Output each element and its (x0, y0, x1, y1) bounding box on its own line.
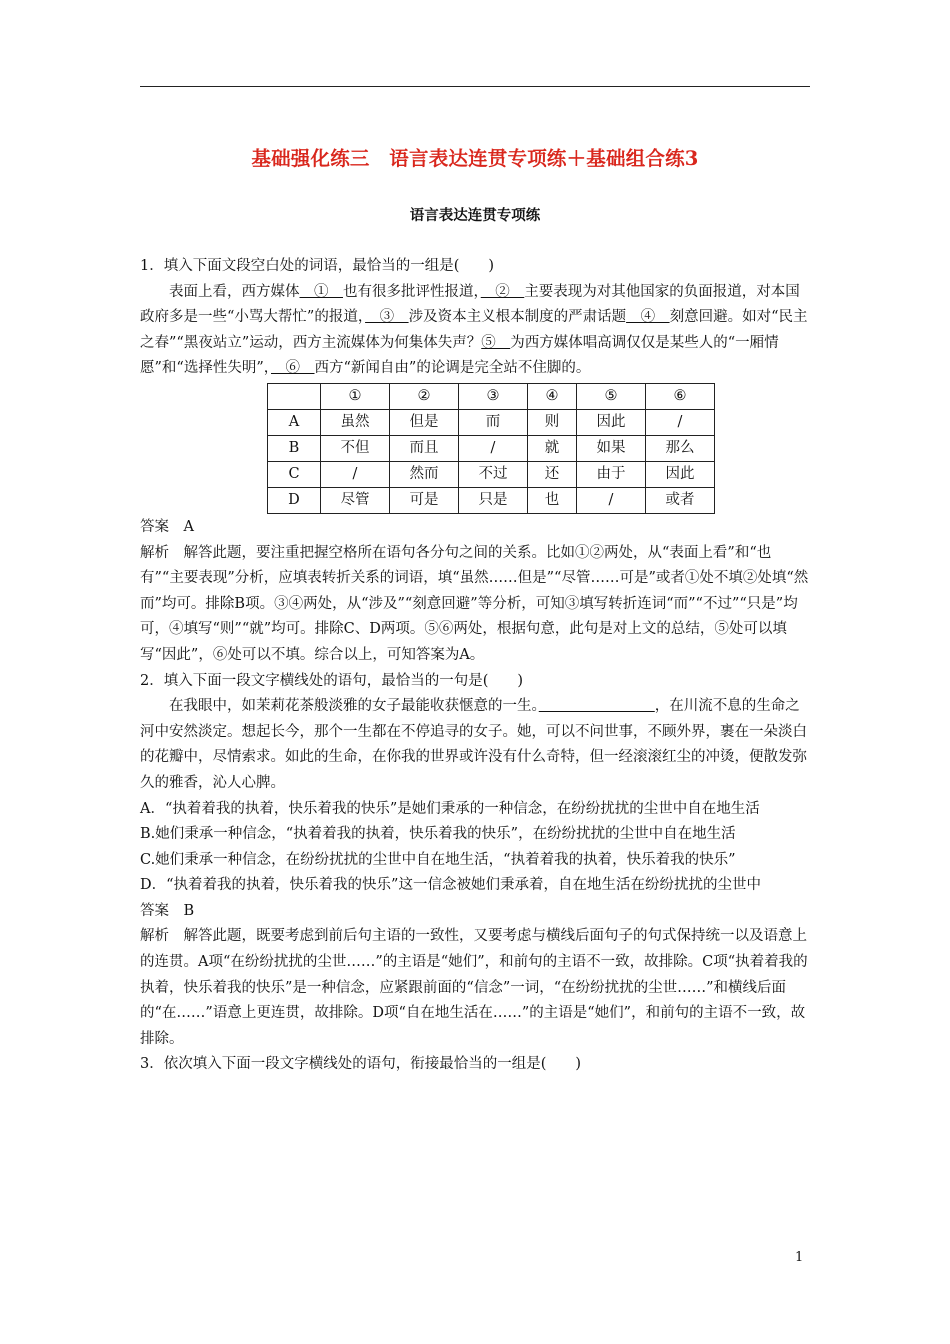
table-cell: / (459, 435, 528, 461)
q1-options-table (267, 383, 715, 514)
document-body (140, 254, 812, 1078)
q1-stem: 1．填入下面文段空白处的词语，最恰当的一组是( ) (140, 258, 495, 274)
q1-blank-5: ⑤ (481, 334, 511, 351)
table-cell: ⑤ (577, 383, 646, 409)
q2-stem: 2．填入下面一段文字横线处的语句，最恰当的一句是( ) (140, 672, 524, 689)
q1-answer: 答案 A (140, 518, 194, 535)
table-cell: A (268, 409, 321, 435)
q2-analysis: 解析 解答此题，既要考虑到前后句主语的一致性，又要考虑与横线后面句子的句式保持统一以及语意上的连贯。A项“在纷纷扰扰的尘世……”的主语是“她们”，和前句的主语不一致，故排除。C项“执着着我的执着，快乐着我的快乐”是一种信念，应紧跟前面的“信念”一词，“在纷纷扰扰的尘世……”和横线后面的“在……”语意上更连贯，故排除。D项“自在地生活在……”的主语是“她们”，和前句的主语不一致，故排除。 (140, 928, 808, 1047)
table-row (268, 461, 715, 487)
table-cell: ① (321, 383, 390, 409)
table-cell: 只是 (459, 487, 528, 513)
table-row (268, 435, 715, 461)
q2-option-b: B.她们秉承一种信念，“执着着我的执着，快乐着我的快乐”，在纷纷扰扰的尘世中自在地生活 (140, 826, 736, 843)
table-row (268, 409, 715, 435)
q1-analysis: 解析 解答此题，要注重把握空格所在语句各分句之间的关系。比如①②两处，从“表面上看”和“也有”“主要表现”分析，应填表转折关系的词语，填“虽然……但是”“尽管……可是”或者①处不填②处填“然而”均可。排除B项。③④两处，从“涉及”“刻意回避”等分析，可知③填写转折连词“而”“不过”“只是”均可，④填写“则”“就”均可。排除C、D两项。⑤⑥两处，根据句意，此句是对上文的总结，⑤处可以填写“因此”，⑥处可以不填。综合以上，可知答案为A。 (140, 544, 809, 663)
table-cell: ⑥ (646, 383, 715, 409)
q2-answer: 答案 B (140, 902, 195, 919)
q2-option-c: C.她们秉承一种信念，在纷纷扰扰的尘世中自在地生活，“执着着我的执着，快乐着我的快乐” (140, 851, 736, 868)
table-cell: 就 (528, 435, 577, 461)
q2-option-d: D．“执着着我的执着，快乐着我的快乐”这一信念被她们秉承着，自在地生活在纷纷扰扰的尘世中 (140, 877, 761, 894)
header-rule (140, 86, 810, 87)
table-cell: B (268, 435, 321, 461)
section-subtitle: 语言表达连贯专项练 (409, 207, 541, 224)
table-cell: 因此 (646, 461, 715, 487)
q2-blank (539, 698, 655, 714)
table-cell: / (646, 409, 715, 435)
table-cell: 但是 (390, 409, 459, 435)
table-cell: 还 (528, 461, 577, 487)
q1-passage: 表面上看，西方媒体 ① 也有很多批评性报道， ② 主要表现为对其他国家的负面报道，对本国政府多是一些“小骂大帮忙”的报道， ③ 涉及资本主义根本制度的严肃话题 ④ 刻意回避。如对“民主之春”“黑夜站立”运动，西方主流媒体为何集体失声？⑤ 为西方媒体唱高调仅仅是某些人的“一厢情愿”和“选择性失明”， ⑥ 西方“新闻自由”的论调是完全站不住脚的。 (140, 283, 808, 377)
table-cell: ④ (528, 383, 577, 409)
table-cell: ② (390, 383, 459, 409)
q3-stem: 3．依次填入下面一段文字横线处的语句，衔接最恰当的一组是( ) (140, 1056, 582, 1073)
table-cell: / (577, 487, 646, 513)
table-cell: C (268, 461, 321, 487)
table-cell: 而 (459, 409, 528, 435)
q1-blank-3: ③ (365, 309, 409, 326)
table-row (268, 487, 715, 513)
q1-blank-4: ④ (626, 309, 670, 326)
q1-blank-1: ① (299, 283, 343, 300)
q2-option-a: A．“执着着我的执着，快乐着我的快乐”是她们秉承的一种信念，在纷纷扰扰的尘世中自在地生活 (140, 800, 760, 817)
table-header-row (268, 383, 715, 409)
q1-blank-2: ② (480, 283, 525, 300)
table-cell: 如果 (577, 435, 646, 461)
table-cell: 因此 (577, 409, 646, 435)
table-cell: 也 (528, 487, 577, 513)
page-title: 基础强化练三 语言表达连贯专项练＋基础组合练3 (251, 147, 699, 170)
q2-passage: 在我眼中，如茉莉花茶般淡雅的女子最能收获惬意的一生。 ，在川流不息的生命之河中安然淡定。想起长今，那个一生都在不停追寻的女子。她，可以不问世事，不顾外界，裹在一朵淡白的花瓣中，尽情索求。如此的生命，在你我的世界或许没有什么奇特，但一经滚滚红尘的冲烫，便散发弥久的雅香，沁人心脾。 (140, 698, 807, 791)
table-cell: 或者 (646, 487, 715, 513)
page-number: 1 (795, 1250, 804, 1265)
table-cell (268, 383, 321, 409)
table-cell: ③ (459, 383, 528, 409)
q1-blank-6: ⑥ (271, 360, 315, 377)
table-cell: 不过 (459, 461, 528, 487)
table-cell: 虽然 (321, 409, 390, 435)
table-cell: D (268, 487, 321, 513)
table-cell: 则 (528, 409, 577, 435)
table-cell: / (321, 461, 390, 487)
table-cell: 由于 (577, 461, 646, 487)
table-cell: 可是 (390, 487, 459, 513)
table-cell: 而且 (390, 435, 459, 461)
table-cell: 那么 (646, 435, 715, 461)
table-cell: 然而 (390, 461, 459, 487)
table-cell: 尽管 (321, 487, 390, 513)
table-cell: 不但 (321, 435, 390, 461)
